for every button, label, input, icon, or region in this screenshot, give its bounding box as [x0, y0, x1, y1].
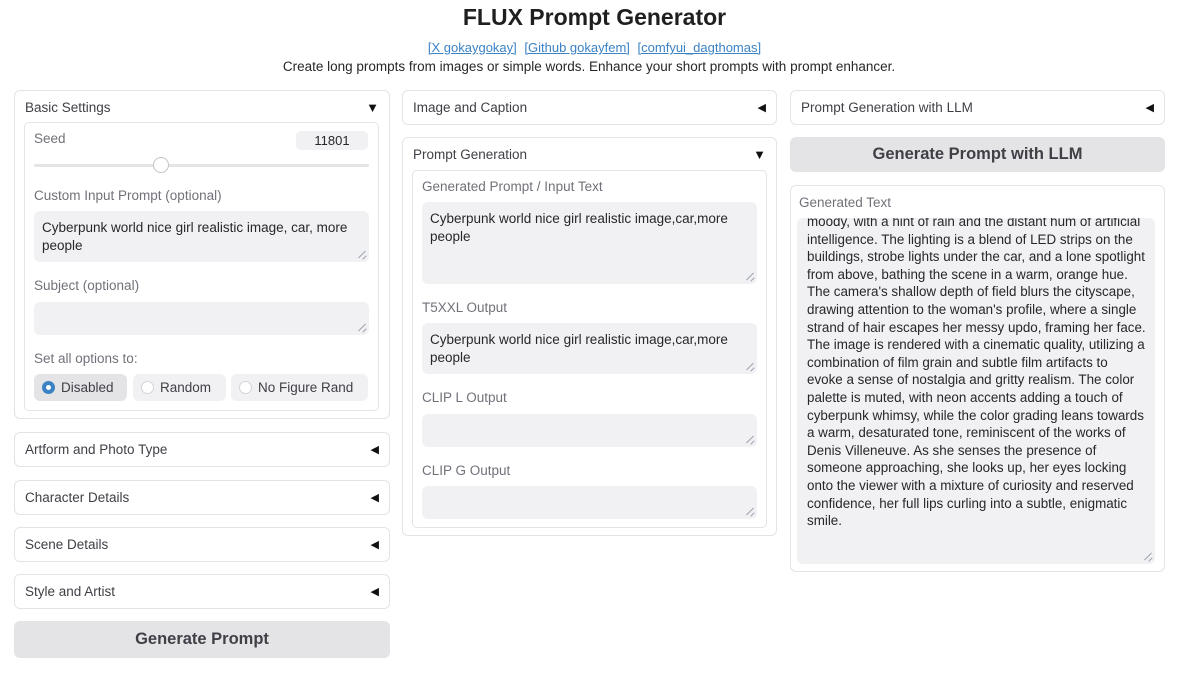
basic-settings-header[interactable]	[15, 91, 389, 124]
prompt-generation-header[interactable]	[403, 138, 776, 171]
scene-details-accordion[interactable]	[14, 527, 390, 562]
accordion-header	[791, 91, 1164, 124]
collapse-arrow-icon: ▼	[753, 147, 766, 162]
resize-grip-icon[interactable]	[358, 251, 366, 259]
seed-label: Seed	[34, 131, 66, 146]
t5xxl-label: T5XXL Output	[422, 300, 508, 315]
accordion-header	[15, 528, 389, 561]
prompt-generation-label: Prompt Generation	[413, 147, 528, 162]
expand-arrow-icon: ◀	[370, 444, 379, 456]
generated-prompt-textarea[interactable]	[422, 202, 757, 284]
radio-disabled[interactable]	[34, 374, 127, 401]
resize-grip-icon[interactable]	[746, 436, 754, 444]
t5xxl-text: Cyberpunk world nice girl realistic image,car,more people	[430, 332, 728, 365]
clip-l-label: CLIP L Output	[422, 390, 507, 405]
set-all-label: Set all options to:	[34, 351, 138, 366]
expand-arrow-icon: ◀	[370, 586, 379, 598]
accordion-header	[15, 481, 389, 514]
resize-grip-icon[interactable]	[746, 508, 754, 516]
expand-arrow-icon: ◀	[1145, 102, 1154, 114]
accordion-header	[403, 91, 776, 124]
generate-prompt-llm-button[interactable]: Generate Prompt with LLM	[790, 137, 1165, 172]
custom-prompt-input[interactable]	[34, 211, 369, 262]
artform-photo-type-accordion[interactable]	[14, 432, 390, 467]
style-artist-label: Style and Artist	[25, 584, 116, 599]
resize-grip-icon[interactable]	[746, 363, 754, 371]
link-comfyui-dagthomas[interactable]: [comfyui_dagthomas]	[637, 40, 762, 55]
generated-text-content: moody, with a hint of rain and the distant hum of artificial intelligence. The lighting is a blend of LED strips on the buildings, strobe lights under the car, and a lone spotlight from above, bathing the scene in a warm, orange hue. The camera's shallow depth of field blurs the cityscape, drawing attention to the woman's profile, where a single strand of hair escapes her messy updo, framing her face. The image is rendered with a cinematic quality, utilizing a combination of film grain and subtle film artifacts to evoke a sense of nostalgia and gritty realism. The color palette is muted, with neon accents adding a touch of cyberpunk whimsy, while the color grading leans towards a warm, desaturated tone, reminiscent of the works of Denis Villeneuve. As she senses the presence of someone approaching, she looks up, her eyes locking onto the viewer with a mixture of curiosity and reserved confidence, her full lips curling into a subtle, enigmatic smile.	[807, 218, 1146, 529]
t5xxl-textarea[interactable]	[422, 323, 757, 374]
resize-grip-icon[interactable]	[746, 273, 754, 281]
generated-prompt-text: Cyberpunk world nice girl realistic image,car,more people	[430, 211, 728, 244]
style-artist-accordion[interactable]	[14, 574, 390, 609]
generated-text-textarea[interactable]	[797, 218, 1155, 564]
subject-label: Subject (optional)	[34, 278, 140, 293]
radio-random-label: Random	[160, 380, 212, 395]
expand-arrow-icon: ◀	[370, 492, 379, 504]
resize-grip-icon[interactable]	[1144, 553, 1152, 561]
generated-text-label: Generated Text	[799, 195, 892, 210]
expand-arrow-icon: ◀	[757, 102, 766, 114]
basic-settings-label: Basic Settings	[25, 100, 111, 115]
radio-dot-icon	[42, 381, 55, 394]
clip-l-textarea[interactable]	[422, 414, 757, 447]
radio-no-figure-rand[interactable]	[231, 374, 368, 401]
collapse-arrow-icon: ▼	[366, 100, 379, 115]
character-details-accordion[interactable]	[14, 480, 390, 515]
header-links	[0, 40, 1189, 55]
clip-g-textarea[interactable]	[422, 486, 757, 519]
llm-accordion[interactable]	[790, 90, 1165, 125]
custom-prompt-label: Custom Input Prompt (optional)	[34, 188, 222, 203]
radio-dot-icon	[239, 381, 252, 394]
subject-input[interactable]	[34, 302, 369, 335]
radio-random[interactable]	[133, 374, 226, 401]
image-caption-label: Image and Caption	[413, 100, 528, 115]
expand-arrow-icon: ◀	[370, 539, 379, 551]
seed-slider-track[interactable]	[34, 164, 369, 167]
link-x-gokaygokay[interactable]: [X gokaygokay]	[427, 40, 517, 55]
custom-prompt-text: Cyberpunk world nice girl realistic image, car, more people	[42, 220, 348, 253]
page-title: FLUX Prompt Generator	[462, 4, 727, 30]
generate-prompt-button[interactable]: Generate Prompt	[14, 621, 390, 658]
seed-number-input[interactable]: 11801	[296, 131, 368, 150]
llm-label: Prompt Generation with LLM	[801, 100, 973, 115]
clip-g-label: CLIP G Output	[422, 463, 511, 478]
radio-dot-icon	[141, 381, 154, 394]
accordion-header	[15, 433, 389, 466]
character-details-label: Character Details	[25, 490, 130, 505]
scene-details-label: Scene Details	[25, 537, 109, 552]
radio-no-figure-rand-label: No Figure Rand	[258, 380, 354, 395]
link-github-gokayfem[interactable]: [Github gokayfem]	[524, 40, 630, 55]
image-caption-accordion[interactable]	[402, 90, 777, 125]
radio-disabled-label: Disabled	[61, 380, 114, 395]
resize-grip-icon[interactable]	[358, 324, 366, 332]
page-subtitle: Create long prompts from images or simple words. Enhance your short prompts with prompt enhancer.	[282, 59, 896, 74]
accordion-header	[15, 575, 389, 608]
artform-label: Artform and Photo Type	[25, 442, 168, 457]
generated-prompt-label: Generated Prompt / Input Text	[422, 179, 603, 194]
